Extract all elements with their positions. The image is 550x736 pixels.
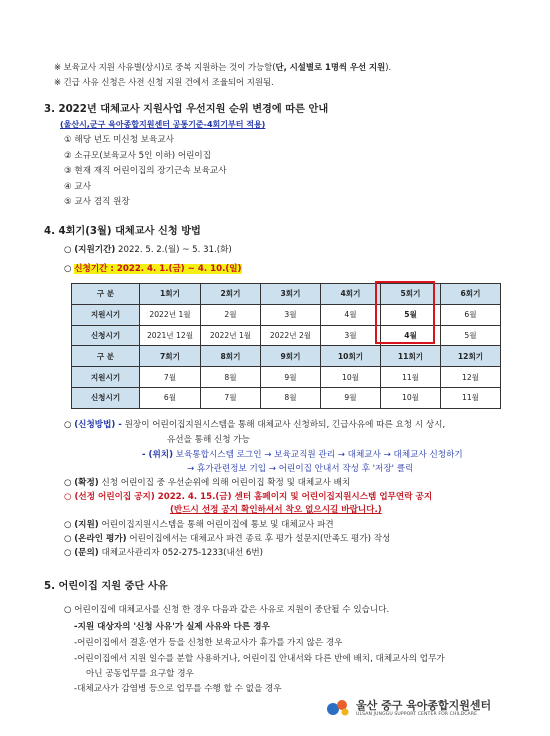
table-cell: 7월 bbox=[201, 387, 261, 408]
table-cell: 3월 bbox=[321, 325, 381, 346]
table-cell: 12회기 bbox=[441, 346, 501, 367]
table-cell: 2022년 1월 bbox=[140, 304, 201, 325]
section5-heading: 5. 어린이집 지원 중단 사유 bbox=[44, 581, 168, 592]
table-cell: 1회기 bbox=[140, 284, 201, 305]
section3-subheading: (울산시,군구 육아종합지원센터 공통기준-4회기부터 적용) bbox=[60, 120, 266, 129]
table-cell: 4회기 bbox=[321, 284, 381, 305]
section3-heading: 3. 2022년 대체교사 지원사업 우선지원 순위 변경에 따른 안내 bbox=[44, 104, 329, 115]
inquiry-line: ○ (문의) 대체교사관리자 052-275-1233(내선 6번) bbox=[64, 548, 263, 558]
selection-notice: ○ (선정 어린이집 공지) 2022. 4. 15.(금) 센터 홈페이지 및 어린이집지원시스템 업무연락 공지 bbox=[64, 492, 433, 502]
table-cell: 4월 bbox=[321, 304, 381, 325]
table-cell: 6회기 bbox=[441, 284, 501, 305]
stop-intro: ○ 어린이집에 대체교사를 신청 한 경우 다음과 같은 사유로 지원이 중단될 수 있습니다. bbox=[64, 605, 390, 615]
table-cell: 신청시기 bbox=[72, 325, 140, 346]
table-cell: 지원시기 bbox=[72, 304, 140, 325]
table-cell: 9월 bbox=[261, 367, 321, 388]
table-cell: 10월 bbox=[321, 367, 381, 388]
table-row bbox=[72, 367, 501, 388]
table-cell: 4월 bbox=[381, 325, 441, 346]
table-cell: 3월 bbox=[261, 304, 321, 325]
table-row bbox=[72, 304, 501, 325]
apply-period: ○ 신청기간 : 2022. 4. 1.(금) ~ 4. 10.(일) bbox=[64, 264, 242, 274]
table-cell: 12월 bbox=[441, 367, 501, 388]
table-cell: 2022년 1월 bbox=[201, 325, 261, 346]
apply-method: ○ (신청방법) - 원장이 어린이집지원시스템을 통해 대체교사 신청하되, 긴급사유에 따른 요청 시 상시, bbox=[64, 420, 446, 430]
table-cell: 구 분 bbox=[72, 346, 140, 367]
selection-notice-cont: (반드시 선정 공지 확인하셔서 착오 없으시길 바랍니다.) bbox=[170, 505, 382, 515]
org-name: 울산 중구 육아종합지원센터 bbox=[356, 699, 492, 712]
apply-location-cont: → 휴가관련정보 기입 → 어린이집 안내서 작성 후 '저장' 클릭 bbox=[187, 464, 414, 474]
table-cell: 8월 bbox=[201, 367, 261, 388]
table-row bbox=[72, 387, 501, 408]
table-cell: 10월 bbox=[381, 387, 441, 408]
current-round-highlight-box bbox=[375, 281, 435, 344]
priority-item: ② 소규모(보육교사 5인 이하) 어린이집 bbox=[64, 151, 212, 161]
table-cell: 6월 bbox=[441, 304, 501, 325]
table-cell: 신청시기 bbox=[72, 387, 140, 408]
table-cell: 3회기 bbox=[261, 284, 321, 305]
priority-item: ⑤ 교사 겸직 원장 bbox=[64, 197, 130, 207]
table-cell: 2회기 bbox=[201, 284, 261, 305]
table-cell: 10회기 bbox=[321, 346, 381, 367]
table-row bbox=[72, 346, 501, 367]
table-cell: 5월 bbox=[441, 325, 501, 346]
schedule-table bbox=[71, 283, 501, 409]
section4-heading: 4. 4회기(3월) 대체교사 신청 방법 bbox=[44, 226, 201, 237]
table-cell: 11월 bbox=[381, 367, 441, 388]
table-cell: 구 분 bbox=[72, 284, 140, 305]
table-cell: 2022년 2월 bbox=[261, 325, 321, 346]
stop-reason-cont: 아닌 공동업무를 요구할 경우 bbox=[86, 669, 194, 679]
eval-line: ○ (온라인 평가) 어린이집에서는 대체교사 파견 종료 후 평가 설문지(만족도 평가) 작성 bbox=[64, 534, 391, 544]
table-cell: 11월 bbox=[441, 387, 501, 408]
stop-reason: -어린이집에서 결혼·연가 등을 신청한 보육교사가 휴가를 가지 않은 경우 bbox=[74, 638, 343, 648]
note-urgent: ※ 긴급 사유 신청은 사전 신청 지원 건에서 조율되어 지원됨. bbox=[54, 77, 274, 87]
confirm-line: ○ (확정) 신청 어린이집 중 우선순위에 의해 어린이집 확정 및 대체교사 배치 bbox=[64, 478, 351, 488]
priority-item: ③ 현재 재직 어린이집의 장기근속 보육교사 bbox=[64, 166, 227, 176]
table-cell: 5회기 bbox=[381, 284, 441, 305]
priority-item: ① 해당 년도 미신청 보육교사 bbox=[64, 135, 174, 145]
org-name-en: ULSAN JUNGGU SUPPORT CENTER FOR CHILDCARE bbox=[356, 712, 478, 717]
stop-reason: -대체교사가 감염병 등으로 업무를 수행 할 수 없을 경우 bbox=[74, 684, 282, 694]
table-cell: 9회기 bbox=[261, 346, 321, 367]
table-cell: 9월 bbox=[321, 387, 381, 408]
table-cell: 7월 bbox=[140, 367, 201, 388]
table-cell: 6월 bbox=[140, 387, 201, 408]
table-cell: 7회기 bbox=[140, 346, 201, 367]
stop-reason-heading: -지원 대상자의 '신청 사유'가 실제 사유와 다른 경우 bbox=[74, 622, 270, 632]
table-cell: 11회기 bbox=[381, 346, 441, 367]
support-line: ○ (지원) 어린이집지원시스템을 통해 어린이집에 통보 및 대체교사 파견 bbox=[64, 520, 334, 530]
table-cell: 2021년 12월 bbox=[140, 325, 201, 346]
table-row bbox=[72, 325, 501, 346]
center-logo-icon bbox=[326, 697, 350, 717]
table-cell: 8월 bbox=[261, 387, 321, 408]
table-cell: 8회기 bbox=[201, 346, 261, 367]
note-duplicate: ※ 보육교사 지원 사유별(상시)로 중복 지원하는 것이 가능함(단, 시설별로 1명씩 우선 지원). bbox=[54, 62, 392, 72]
table-cell: 5월 bbox=[381, 304, 441, 325]
stop-reason: -어린이집에서 지원 일수를 분할 사용하거나, 어린이집 안내서와 다른 반에 배치, 대체교사의 업무가 bbox=[74, 654, 445, 664]
support-period: ○ (지원기간) 2022. 5. 2.(월) ~ 5. 31.(화) bbox=[64, 245, 232, 255]
apply-location: - (위치) 보육통합시스템 로그인 → 보육교직원 관리 → 대체교사 → 대체교사 신청하기 bbox=[142, 450, 463, 460]
table-row bbox=[72, 284, 501, 305]
table-cell: 지원시기 bbox=[72, 367, 140, 388]
priority-item: ④ 교사 bbox=[64, 182, 92, 192]
table-cell: 2월 bbox=[201, 304, 261, 325]
apply-method-cont: 유선을 통해 신청 가능 bbox=[167, 435, 250, 445]
